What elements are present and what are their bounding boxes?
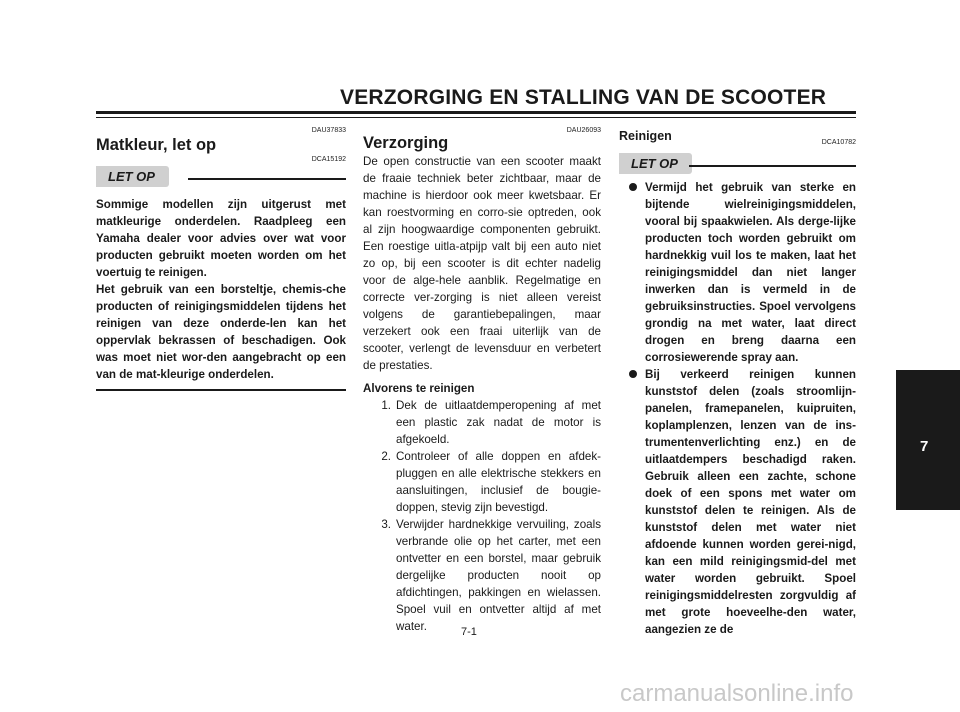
notice-header (96, 166, 346, 188)
page-header-title: VERZORGING EN STALLING VAN DE SCOOTER (340, 86, 827, 109)
notice-bullet-list (619, 179, 856, 638)
section-heading-reinigen: Reinigen (619, 129, 672, 143)
list-item (363, 448, 601, 516)
notice-rule (689, 165, 856, 167)
list-item (619, 366, 856, 638)
list-item (363, 516, 601, 635)
header-rule (96, 111, 856, 114)
notice-header (619, 153, 856, 175)
section-heading-verzorging: Verzorging (363, 134, 449, 152)
notice-paragraph: Het gebruik van een borsteltje, chemis-che producten of reinigingsmiddelen tijdens het reinigen van deze onderde-len kan het oppervlak bekrassen of beschadigen. Ook was moet niet wor-den aangebracht op een van de mat-kleurige onderdelen. (96, 283, 346, 381)
notice-rule (188, 178, 346, 180)
notice-code: DCA10782 (821, 139, 856, 146)
chapter-tab-label: 7 (920, 438, 929, 455)
bullet-text: Bij verkeerd reinigen kunnen kunststof delen (zoals stroomlijn-panelen, framepanelen, kuipruiten, koplamplenzen, lenzen van de ins-trumentenverlichting enz.) en de uitlaatdempers beschadigd raken. Gebruik alleen een zachte, schone doek of een spons met water om kunststof delen te reinigen. Als de kunststof delen met water niet afdoende kunnen worden gerei-nigd, kan een mild reinigingsmid-del met water worden gebruikt. Spoel reinigingsmiddelresten zorgvuldig af met grote hoeveelhe-den water, aangezien ze de (645, 368, 856, 636)
steps-list (363, 397, 601, 635)
page-number: 7-1 (461, 626, 477, 638)
right-column (619, 120, 856, 638)
section-code: DAU37833 (311, 127, 346, 134)
watermark: carmanualsonline.info (620, 680, 854, 707)
section-code: DAU26093 (566, 127, 601, 134)
list-item (619, 179, 856, 366)
notice-label: LET OP (96, 166, 169, 187)
subheading-alvorens: Alvorens te reinigen (363, 382, 475, 395)
list-item (363, 397, 601, 448)
step-number: 1. (381, 399, 391, 412)
step-text: Dek de uitlaatdemperopening af met een plastic zak nadat de motor is afgekoeld. (396, 399, 601, 446)
middle-column (363, 120, 601, 635)
notice-paragraph: Sommige modellen zijn uitgerust met matkleurige onderdelen. Raadpleeg een Yamaha dealer voor advies over wat voor producten gebruikt moeten worden om het voertuig te reinigen. (96, 198, 346, 279)
body-paragraph: De open constructie van een scooter maakt de fraaie techniek beter zichtbaar, maar de machine is hierdoor ook meer kwetsbaar. Er kan roestvorming en corro-sie optreden, ook al zijn hoogwaardige componenten gebruikt. Een roestige uitla-atpijp valt bij een auto niet zo op, bij een scooter is dit echter nadelig voor de alge-hele aanblik. Regelmatige en correcte ver-zorging is niet alleen vereist volgens de garantiebepalingen, maar verzekert ook een fraai uiterlijk van de scooter, verlengt de levensduur en verbetert de prestaties. (363, 155, 601, 372)
step-text: Controleer of alle doppen en afdek-pluggen en alle elektrische stekkers en aansluitingen, inclusief de bougie-doppen, stevig zijn bevestigd. (396, 450, 601, 514)
left-column (96, 120, 346, 391)
header-rule-thin (96, 117, 856, 118)
notice-end-rule (96, 389, 346, 391)
notice-code: DCA15192 (311, 156, 346, 163)
step-number: 2. (381, 450, 391, 463)
notice-label: LET OP (619, 153, 692, 174)
step-number: 3. (381, 518, 391, 531)
bullet-icon (619, 366, 645, 638)
bullet-icon (619, 179, 645, 366)
section-heading-matkleur: Matkleur, let op (96, 136, 217, 154)
step-text: Verwijder hardnekkige vervuiling, zoals verbrande olie op het carter, met een ontvetter en een borstel, maar gebruik dergelijke producten nooit op afdichtingen, pakkingen en wielassen. Spoel vuil en ontvetter altijd af met water. (396, 518, 601, 633)
bullet-text: Vermijd het gebruik van sterke en bijtende wielreinigingsmiddelen, vooral bij spaakwielen. Als derge-lijke producten toch worden gebruikt om hardnekkig vuil los te maken, laat het reinigingsmiddel dan niet langer inwerken dan is vermeld in de gebruiksinstructies. Spoel vervolgens grondig na met water, laat direct drogen en breng daarna een corrosiewerende spray aan. (645, 181, 856, 364)
